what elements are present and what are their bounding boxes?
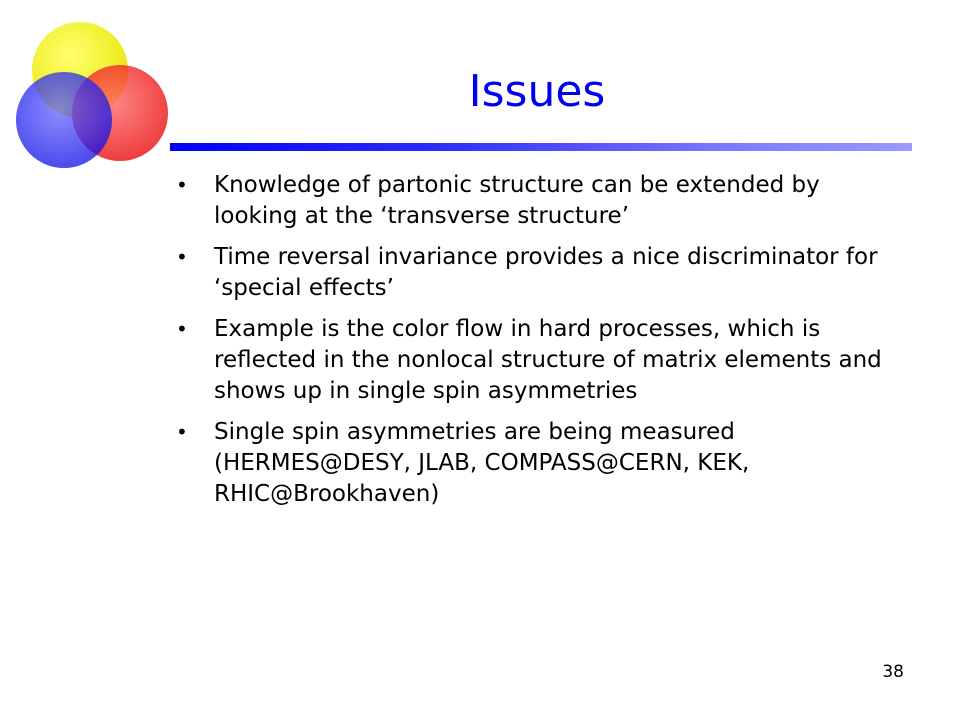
bullet-dot-icon: • xyxy=(176,245,188,269)
bullet-dot-icon: • xyxy=(176,173,188,197)
logo-blue-circle xyxy=(16,72,112,168)
bullet-item xyxy=(176,170,906,232)
title-underline xyxy=(170,143,912,151)
bullet-item xyxy=(176,314,906,407)
bullet-item xyxy=(176,242,906,304)
bullet-text: Time reversal invariance provides a nice discriminator for ‘special effects’ xyxy=(214,244,878,301)
bullet-dot-icon: • xyxy=(176,420,188,444)
rgb-circles-logo-icon xyxy=(12,20,172,170)
bullet-list xyxy=(176,170,906,520)
bullet-dot-icon: • xyxy=(176,317,188,341)
bullet-text: Example is the color flow in hard processes, which is reflected in the nonlocal structure of matrix elements and shows up in single spin asymmetries xyxy=(214,316,882,404)
page-number: 38 xyxy=(882,662,904,682)
slide-title: Issues xyxy=(468,66,606,117)
bullet-item xyxy=(176,417,906,510)
bullet-text: Single spin asymmetries are being measured (HERMES@DESY, JLAB, COMPASS@CERN, KEK, RHIC@Brookhaven) xyxy=(214,419,750,507)
bullet-text: Knowledge of partonic structure can be extended by looking at the ‘transverse structure’ xyxy=(214,172,820,229)
